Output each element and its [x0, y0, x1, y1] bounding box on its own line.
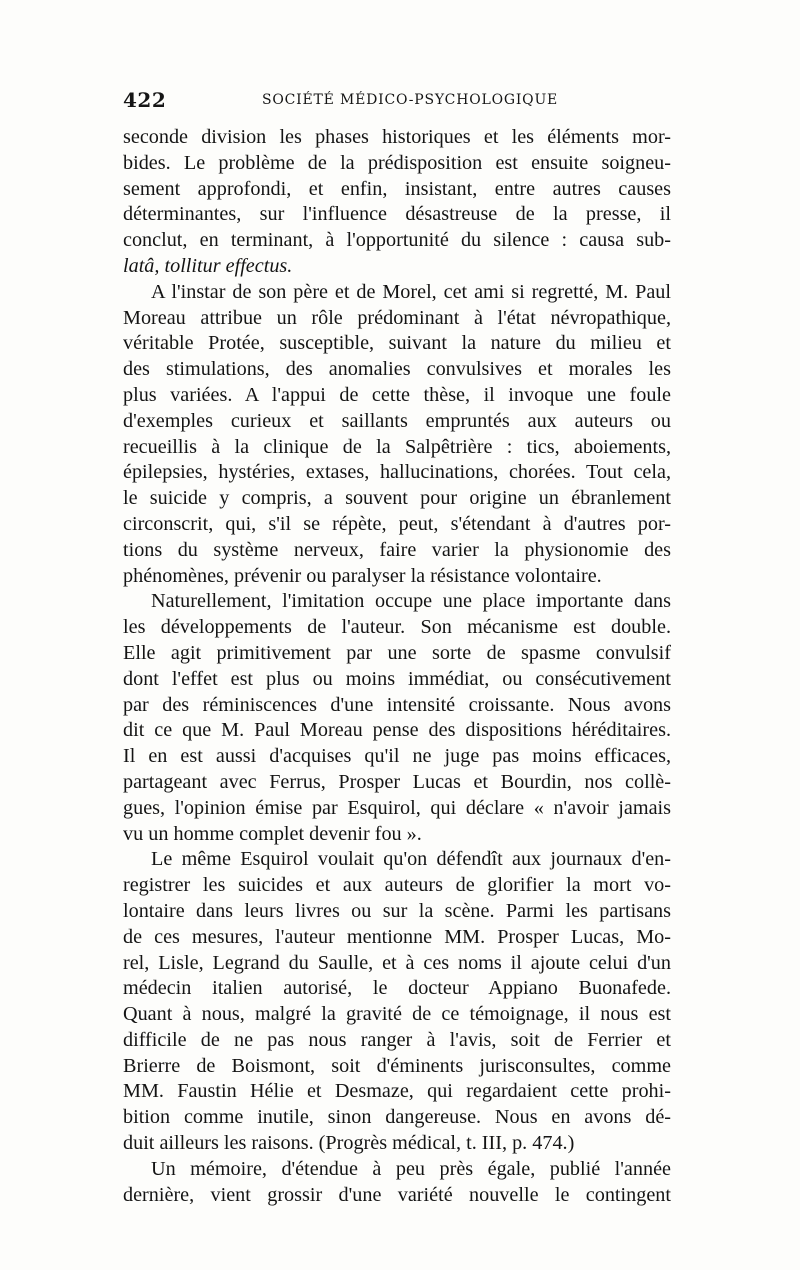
- paragraph-2: [123, 280, 671, 590]
- text-line: le suicide y compris, a souvent pour origine un ébranlement: [123, 487, 671, 510]
- text-line: déterminantes, sur l'influence désastreuse de la presse, il: [123, 203, 671, 226]
- text-line: sement approfondi, et enfin, insistant, entre autres causes: [123, 177, 671, 200]
- text-line: Elle agit primitivement par une sorte de spasme convulsif: [123, 641, 671, 664]
- text-line: bition comme inutile, sinon dangereuse. Nous en avons dé-: [123, 1106, 671, 1129]
- paragraph-5: [123, 1157, 671, 1209]
- text-line: vu un homme complet devenir fou ».: [123, 822, 422, 845]
- text-line: MM. Faustin Hélie et Desmaze, qui regardaient cette prohi-: [123, 1080, 671, 1103]
- text-line: des stimulations, des anomalies convulsives et morales les: [123, 358, 671, 381]
- text-line: par des réminiscences d'une intensité croissante. Nous avons: [123, 693, 671, 716]
- text-line: Naturellement, l'imitation occupe une place importante dans: [151, 590, 671, 613]
- page-number: 422: [123, 88, 167, 112]
- text-line: tions du système nerveux, faire varier la physionomie des: [123, 538, 671, 561]
- text-line: gues, l'opinion émise par Esquirol, qui déclare « n'avoir jamais: [123, 796, 671, 819]
- text-line: Le même Esquirol voulait qu'on défendît aux journaux d'en-: [151, 848, 671, 871]
- text-line: Moreau attribue un rôle prédominant à l'état névropathique,: [123, 306, 671, 329]
- text-line: véritable Protée, susceptible, suivant la nature du milieu et: [123, 332, 671, 355]
- text-line: circonscrit, qui, s'il se répète, peut, s'étendant à d'autres por-: [123, 512, 671, 535]
- text-line: épilepsies, hystéries, extases, hallucinations, chorées. Tout cela,: [123, 461, 671, 484]
- running-head: SOCIÉTÉ MÉDICO-PSYCHOLOGIQUE: [262, 92, 559, 108]
- body-text: [123, 125, 671, 1208]
- text-line: bides. Le problème de la prédisposition est ensuite soigneu-: [123, 151, 671, 174]
- text-line: Quant à nous, malgré la gravité de ce témoignage, il nous est: [123, 1003, 671, 1026]
- text-line: d'exemples curieux et saillants empruntés aux auteurs ou: [123, 409, 671, 432]
- text-line: de ces mesures, l'auteur mentionne MM. Prosper Lucas, Mo-: [123, 925, 671, 948]
- text-line: registrer les suicides et aux auteurs de glorifier la mort vo-: [123, 874, 671, 897]
- text-line: lontaire dans leurs livres ou sur la scène. Parmi les partisans: [123, 899, 671, 922]
- text-line: conclut, en terminant, à l'opportunité du silence : causa sub-: [123, 229, 671, 252]
- text-line: rel, Lisle, Legrand du Saulle, et à ces noms il ajoute celui d'un: [123, 951, 671, 974]
- text-line: plus variées. A l'appui de cette thèse, il invoque une foule: [123, 383, 671, 406]
- text-line: Il en est aussi d'acquises qu'il ne juge pas moins efficaces,: [123, 745, 671, 768]
- text-line: partageant avec Ferrus, Prosper Lucas et Bourdin, nos collè-: [123, 770, 671, 793]
- paragraph-4: [123, 847, 671, 1157]
- text-line: dit ce que M. Paul Moreau pense des dispositions héréditaires.: [123, 719, 671, 742]
- paragraph-3: [123, 589, 671, 847]
- text-line: seconde division les phases historiques et les éléments mor-: [123, 126, 671, 148]
- text-line: les développements de l'auteur. Son mécanisme est double.: [123, 616, 671, 639]
- paragraph-1: [123, 125, 671, 280]
- page-header: [123, 88, 671, 118]
- text-line: difficile de ne pas nous ranger à l'avis, soit de Ferrier et: [123, 1028, 671, 1051]
- text-line: dernière, vient grossir d'une variété nouvelle le contingent: [123, 1183, 671, 1206]
- text-line: dont l'effet est plus ou moins immédiat, ou consécutivement: [123, 667, 671, 690]
- text-line: recueillis à la clinique de la Salpêtrière : tics, aboiements,: [123, 435, 671, 458]
- text-line: Brierre de Boismont, soit d'éminents jurisconsultes, comme: [123, 1054, 671, 1077]
- text-line: phénomènes, prévenir ou paralyser la résistance volontaire.: [123, 564, 602, 587]
- text-line: médecin italien autorisé, le docteur Appiano Buonafede.: [123, 977, 671, 1000]
- text-line: latâ, tollitur effectus.: [123, 254, 293, 277]
- text-line: duit ailleurs les raisons. (Progrès médical, t. III, p. 474.): [123, 1132, 575, 1155]
- text-line: Un mémoire, d'étendue à peu près égale, publié l'année: [151, 1157, 671, 1180]
- text-line: A l'instar de son père et de Morel, cet ami si regretté, M. Paul: [151, 280, 671, 303]
